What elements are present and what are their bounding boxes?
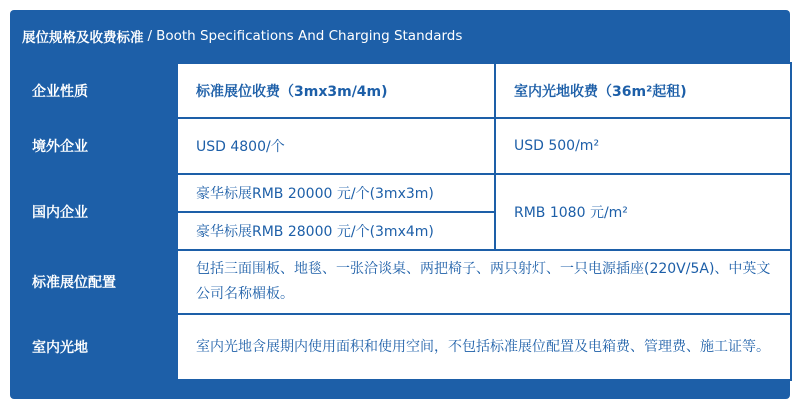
- header-standard-booth-fee: 标准展位收费（3mx3m/4m): [177, 63, 495, 118]
- header-enterprise-type: 企业性质: [11, 63, 177, 118]
- spec-table-panel: [10, 10, 790, 399]
- row-label-indoor-space: 室内光地: [11, 314, 177, 380]
- booth-spec-table: [10, 62, 792, 381]
- table-header-row: [11, 63, 791, 118]
- overseas-indoor-fee: USD 500/m²: [495, 118, 791, 174]
- title-en: Booth Specifications And Charging Standards: [156, 28, 463, 44]
- domestic-indoor-fee: RMB 1080 元/m²: [495, 174, 791, 250]
- overseas-standard-fee: USD 4800/个: [177, 118, 495, 174]
- title-cn: 展位规格及收费标准: [22, 30, 144, 46]
- standard-config-description: 包括三面围板、地毯、一张洽谈桌、两把椅子、两只射灯、一只电源插座(220V/5A)、中英文公司名称楣板。: [177, 250, 791, 314]
- panel-title: [10, 10, 790, 62]
- table-row: [11, 314, 791, 380]
- row-label-standard-config: 标准展位配置: [11, 250, 177, 314]
- table-row: [11, 118, 791, 174]
- indoor-space-description: 室内光地含展期内使用面积和使用空间，不包括标准展位配置及电箱费、管理费、施工证等。: [177, 314, 791, 380]
- row-label-domestic: 国内企业: [11, 174, 177, 250]
- title-separator: /: [147, 28, 153, 44]
- domestic-standard-fee-3x3: 豪华标展RMB 20000 元/个(3mx3m): [177, 174, 495, 212]
- table-row: [11, 174, 791, 212]
- domestic-standard-fee-3x4: 豪华标展RMB 28000 元/个(3mx4m): [177, 212, 495, 250]
- row-label-overseas: 境外企业: [11, 118, 177, 174]
- header-indoor-space-fee: 室内光地收费（36m²起租): [495, 63, 791, 118]
- table-row: [11, 250, 791, 314]
